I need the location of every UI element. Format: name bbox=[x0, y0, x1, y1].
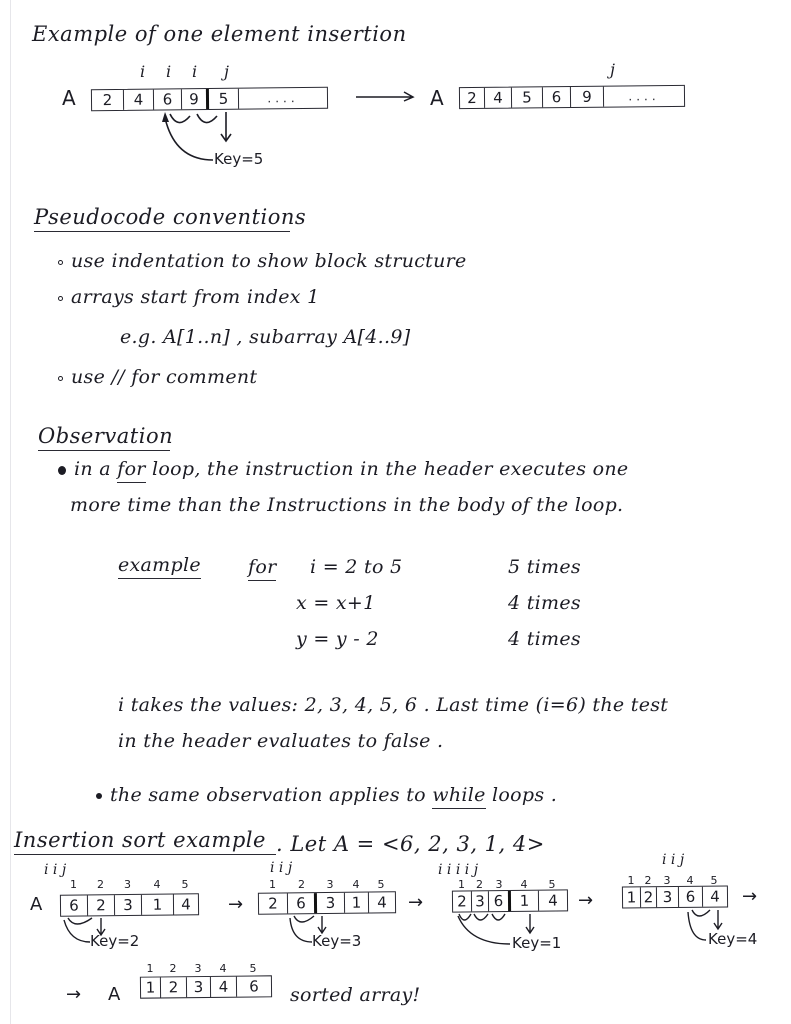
array-cell: 2 bbox=[92, 90, 124, 110]
right-arrow-icon: → bbox=[578, 890, 594, 911]
array-cell: 3 bbox=[657, 887, 679, 907]
array-cell: 6 bbox=[489, 891, 511, 911]
array-cell: 5 bbox=[512, 87, 543, 107]
code-line: y = y - 2 bbox=[296, 628, 379, 650]
section-title-insertion-sort-example: Insertion sort example bbox=[14, 828, 276, 855]
key-label: Key=5 bbox=[214, 150, 264, 168]
note-line-1: i takes the values: 2, 3, 4, 5, 6 . Last time (i=6) the test bbox=[118, 694, 669, 716]
pointers: i i j bbox=[662, 852, 685, 868]
pointer-j: j bbox=[224, 62, 229, 81]
execution-count: 4 times bbox=[508, 628, 581, 650]
array-cell: 1 bbox=[511, 891, 539, 911]
key-label: Key=1 bbox=[512, 934, 562, 952]
array-cell: 2 bbox=[88, 895, 115, 915]
section-title-one-element-insertion: Example of one element insertion bbox=[32, 22, 407, 46]
array-cell: 6 bbox=[679, 887, 703, 907]
observation-while-loops: the same observation applies to while loops . bbox=[96, 784, 557, 806]
execution-count: 4 times bbox=[508, 592, 581, 614]
array-cell: 3 bbox=[317, 893, 345, 913]
let-statement: . Let A = <6, 2, 3, 1, 4> bbox=[276, 832, 545, 856]
array-cell: 3 bbox=[115, 895, 142, 915]
array-cell: 4 bbox=[485, 88, 512, 108]
array-cell: 2 bbox=[161, 977, 187, 997]
array-cell: 9 bbox=[182, 89, 209, 109]
array-cell: 6 bbox=[288, 893, 317, 913]
list-item: arrays start from index 1 bbox=[58, 286, 320, 308]
keyword-for: for bbox=[117, 458, 145, 483]
keyword-while: while bbox=[432, 784, 485, 809]
array-cell: 4 bbox=[124, 90, 154, 110]
array-label: A bbox=[62, 86, 76, 110]
array-cell: 6 bbox=[249, 977, 259, 996]
array-cell: 6 bbox=[61, 895, 88, 915]
code-line: i = 2 to 5 bbox=[310, 556, 403, 578]
example-label: example bbox=[118, 554, 201, 579]
pointers: i i i i j bbox=[438, 862, 479, 878]
array-cell: 1 bbox=[141, 977, 161, 997]
key-label: Key=4 bbox=[708, 930, 758, 948]
pointer-i: i bbox=[140, 62, 146, 81]
right-arrow-icon: → bbox=[66, 984, 82, 1005]
code-keyword-for: for bbox=[248, 556, 276, 581]
array-sorted bbox=[140, 975, 272, 998]
array-cell: 2 bbox=[453, 891, 472, 911]
array-cell: 4 bbox=[377, 893, 387, 912]
pointers: i i j bbox=[270, 860, 293, 876]
sorted-caption: sorted array! bbox=[290, 984, 421, 1006]
index-row: 1 2 3 4 5 bbox=[458, 878, 556, 891]
array-cell: 2 bbox=[641, 887, 657, 907]
array-cell: 3 bbox=[472, 891, 489, 911]
index-row: 1 2 3 4 5 bbox=[70, 878, 189, 891]
list-item: use // for comment bbox=[58, 366, 257, 388]
index-row: 1 2 3 4 5 bbox=[627, 874, 718, 887]
array-notation-example: e.g. A[1..n] , subarray A[4..9] bbox=[120, 326, 411, 348]
key-label: Key=3 bbox=[312, 932, 362, 950]
section-title-observation: Observation bbox=[38, 424, 170, 451]
array-cell: 4 bbox=[181, 895, 191, 914]
list-item: use indentation to show block structure bbox=[58, 250, 467, 272]
right-arrow-icon: → bbox=[742, 886, 758, 907]
array-label: A bbox=[30, 894, 43, 915]
key-label: Key=2 bbox=[90, 932, 140, 950]
array-cell-ellipsis: .... bbox=[267, 91, 299, 106]
pointer-j: j bbox=[610, 60, 615, 79]
execution-count: 5 times bbox=[508, 556, 581, 578]
array-cell-ellipsis: .... bbox=[628, 89, 660, 104]
code-line: x = x+1 bbox=[296, 592, 376, 614]
section-title-pseudocode-conventions: Pseudocode conventions bbox=[34, 205, 290, 232]
note-line-2: in the header evaluates to false . bbox=[118, 730, 444, 752]
array-cell: 1 bbox=[142, 895, 174, 915]
array-label: A bbox=[108, 984, 121, 1005]
array-cell: 3 bbox=[187, 977, 211, 997]
array-cell: 1 bbox=[345, 893, 369, 913]
array-cell: 2 bbox=[259, 893, 288, 913]
array-cell: 5 bbox=[209, 89, 239, 109]
pointer-i: i bbox=[192, 62, 198, 81]
right-arrow-icon: → bbox=[228, 894, 244, 915]
array-cell: 6 bbox=[154, 89, 182, 109]
array-label: A bbox=[430, 86, 444, 110]
index-row: 1 2 3 4 5 bbox=[269, 878, 385, 891]
array-cell: 2 bbox=[460, 88, 485, 108]
index-row: 1 2 3 4 5 bbox=[146, 962, 257, 975]
observation-line-1: in a for loop, the instruction in the header executes one bbox=[58, 458, 628, 480]
array-cell: 9 bbox=[571, 87, 604, 107]
array-cell: 6 bbox=[543, 87, 571, 107]
array-cell: 1 bbox=[623, 887, 641, 907]
array-cell: 4 bbox=[710, 887, 720, 906]
right-arrow-icon: → bbox=[408, 892, 424, 913]
array-cell: 4 bbox=[548, 891, 558, 910]
pointer-i: i bbox=[166, 62, 172, 81]
array-cell: 4 bbox=[211, 977, 237, 997]
pointers: i i j bbox=[44, 862, 67, 878]
observation-line-2: more time than the Instructions in the body of the loop. bbox=[70, 494, 624, 516]
